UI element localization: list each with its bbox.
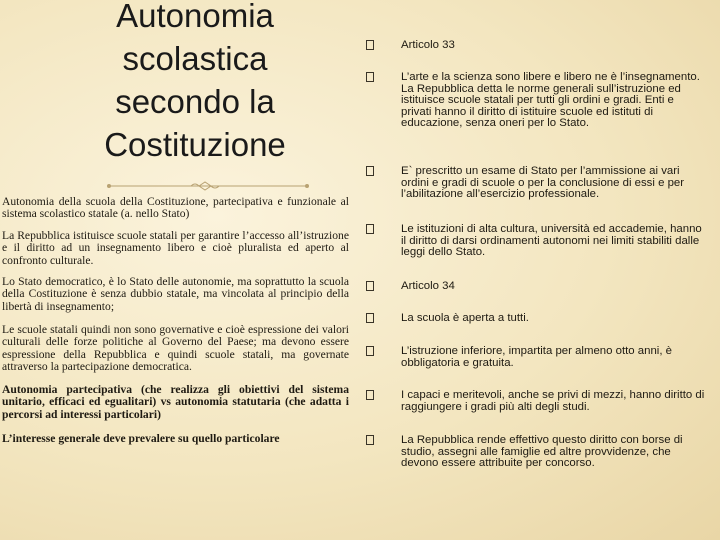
square-bullet-icon (366, 72, 374, 82)
title-line: Costituzione (104, 126, 286, 163)
left-paragraph-4: Le scuole statali quindi non sono governative e cioè espressione dei valori culturali delle forze politiche al Governo del Paese; ma devono essere espressione della Repubblica e quindi scuole statali, ma governate attraverso la partecipazione democratica. (2, 323, 349, 374)
ornamental-divider (103, 181, 313, 191)
square-bullet-icon (366, 435, 374, 445)
left-paragraph-3: Lo Stato democratico, è lo Stato delle autonomie, ma soprattutto la scuola della Costituzione è senza dubbio statale, ma vincolata al principio della libertà di insegnamento; (2, 275, 349, 313)
square-bullet-icon (366, 281, 374, 291)
square-bullet-icon (366, 224, 374, 234)
square-bullet-icon (366, 390, 374, 400)
left-paragraph-2: La Repubblica istituisce scuole statali per garantire l’accesso all’istruzione e il diritto ad un insegnamento libero e cioè pluralista ed aperto al confronto culturale. (2, 229, 349, 267)
title-line: secondo la (115, 83, 275, 120)
page-title (80, 0, 310, 166)
title-line: scolastica (122, 40, 268, 77)
square-bullet-icon (366, 40, 374, 50)
square-bullet-icon (366, 166, 374, 176)
left-paragraph-6: L’interesse generale deve prevalere su quello particolare (2, 432, 280, 445)
left-paragraph-1: Autonomia della scuola della Costituzione, partecipativa e funzionale al sistema scolastico statale (a. nello Stato) (2, 195, 349, 221)
title-line: Autonomia (116, 0, 274, 34)
square-bullet-icon (366, 313, 374, 323)
left-paragraph-5: Autonomia partecipativa (che realizza gli obiettivi del sistema unitario, efficaci ed egualitari) vs autonomia statutaria (che adatta i percorsi ad interessi particolari) (2, 383, 349, 421)
square-bullet-icon (366, 346, 374, 356)
